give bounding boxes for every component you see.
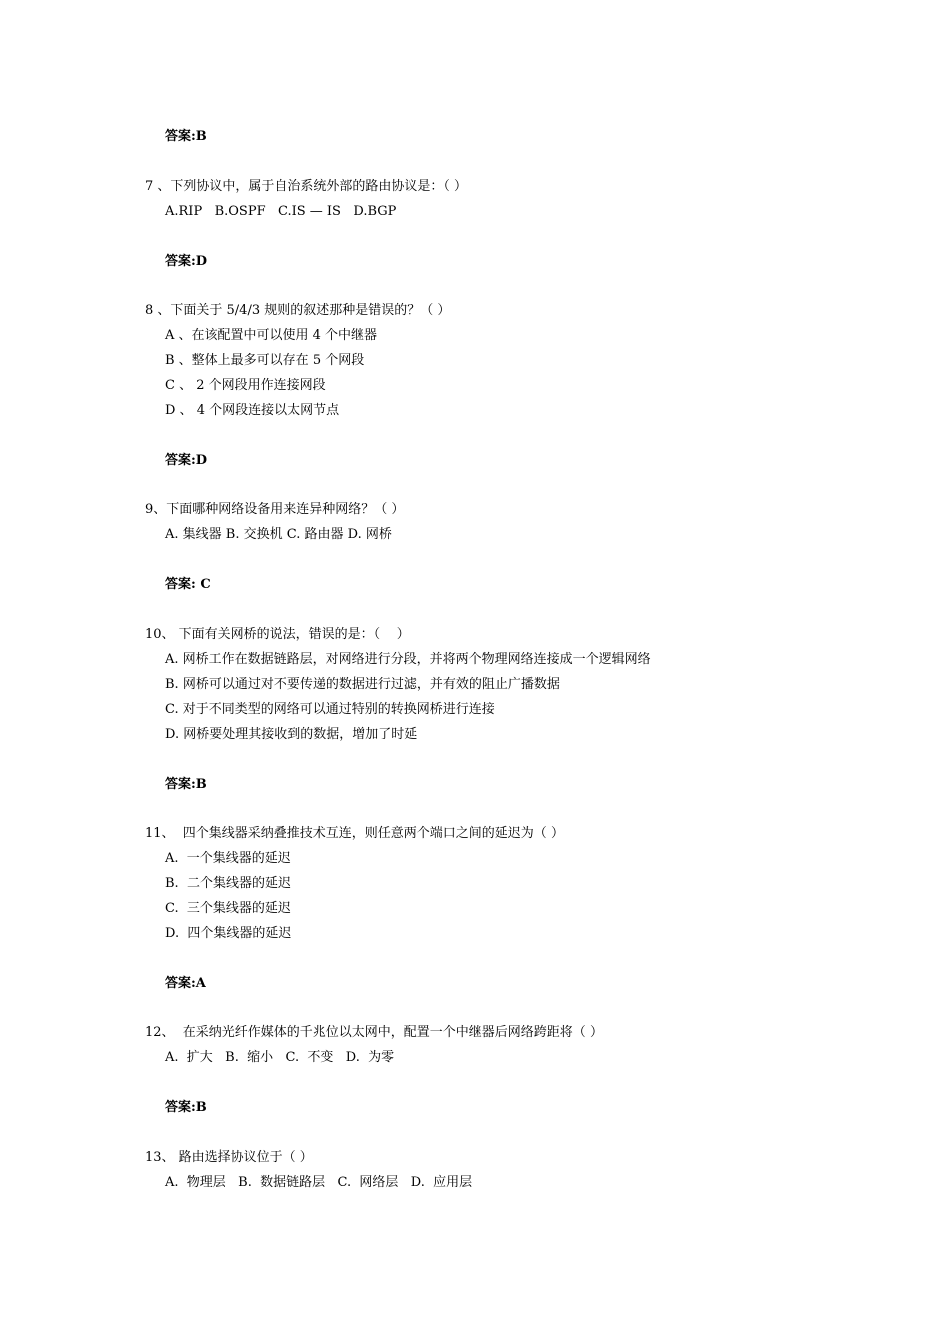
question-12-options: A. 扩大 B. 缩小 C. 不变 D. 为零: [165, 1050, 395, 1065]
question-11: 11、 四个集线器采纳叠推技术互连，则任意两个端口之间的延迟为（ ）: [145, 826, 564, 841]
answer-6: 答案:B: [165, 129, 207, 144]
answer-9: 答案: C: [165, 577, 211, 592]
question-8-option-a: A 、在该配置中可以使用 4 个中继器: [165, 328, 378, 343]
answer-12: 答案:B: [165, 1100, 207, 1115]
question-10-option-d: D. 网桥要处理其接收到的数据，增加了时延: [165, 727, 418, 742]
question-7-options: A.RIP B.OSPF C.IS — IS D.BGP: [165, 204, 397, 219]
question-13: 13、 路由选择协议位于（ ）: [145, 1150, 313, 1165]
question-9-options: A. 集线器 B. 交换机 C. 路由器 D. 网桥: [165, 527, 392, 542]
question-10-option-a: A. 网桥工作在数据链路层，对网络进行分段，并将两个物理网络连接成一个逻辑网络: [165, 652, 651, 667]
answer-11: 答案:A: [165, 976, 206, 991]
question-11-option-d: D. 四个集线器的延迟: [165, 926, 292, 941]
question-7: 7 、下列协议中，属于自治系统外部的路由协议是：（ ）: [145, 179, 468, 194]
question-8-option-b: B 、整体上最多可以存在 5 个网段: [165, 353, 365, 368]
question-10-option-b: B. 网桥可以通过对不要传递的数据进行过滤，并有效的阻止广播数据: [165, 677, 560, 692]
question-12: 12、 在采纳光纤作媒体的千兆位以太网中，配置一个中继器后网络跨距将（ ）: [145, 1025, 603, 1040]
question-9: 9、下面哪种网络设备用来连异种网络？（ ）: [145, 502, 405, 517]
question-10-option-c: C. 对于不同类型的网络可以通过特别的转换网桥进行连接: [165, 702, 495, 717]
question-8: 8 、下面关于 5/4/3 规则的叙述那种是错误的？（ ）: [145, 303, 451, 318]
answer-7: 答案:D: [165, 254, 208, 269]
answer-8: 答案:D: [165, 453, 208, 468]
question-11-option-b: B. 二个集线器的延迟: [165, 876, 291, 891]
answer-10: 答案:B: [165, 777, 207, 792]
question-11-option-a: A. 一个集线器的延迟: [165, 851, 291, 866]
question-13-options: A. 物理层 B. 数据链路层 C. 网络层 D. 应用层: [165, 1175, 473, 1190]
question-8-option-c: C 、 2 个网段用作连接网段: [165, 378, 326, 393]
question-8-option-d: D 、 4 个网段连接以太网节点: [165, 403, 340, 418]
question-11-option-c: C. 三个集线器的延迟: [165, 901, 291, 916]
question-10: 10、 下面有关网桥的说法，错误的是：（ ）: [145, 627, 410, 642]
